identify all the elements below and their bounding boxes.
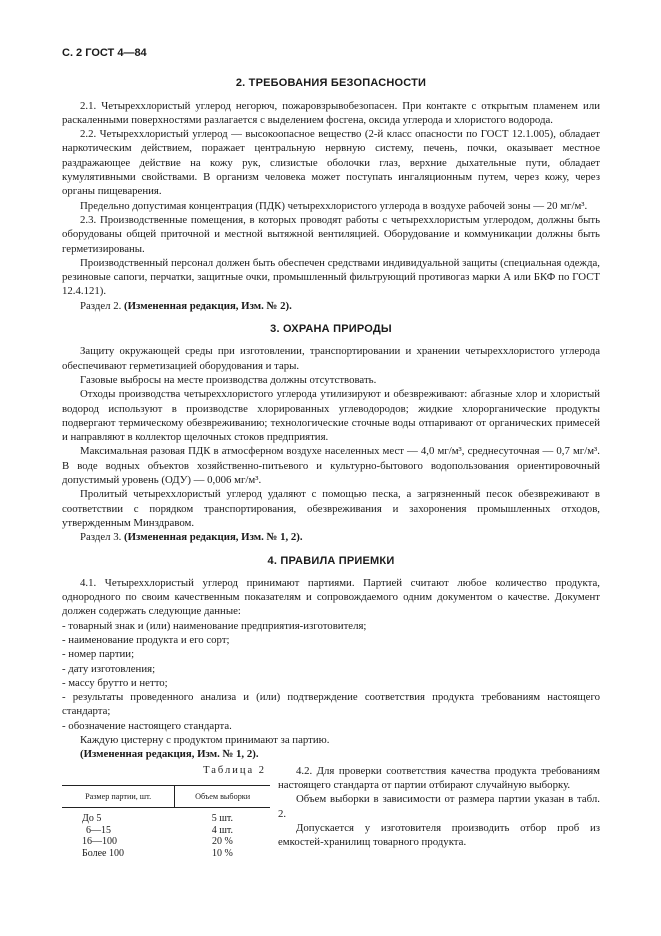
paragraph: Пролитый четыреххлористый углерод удаляют с помощью песка, а загрязненный песок обезвреживают в соответствии с порядком транспортирования, обезвреживания и захоронения промышленных отходов, утвержденным Минздравом. [62, 488, 600, 529]
table-and-text [62, 764, 600, 860]
paragraph: 2.2. Четыреххлористый углерод — высокоопасное вещество (2-й класс опасности по ГОСТ 12.1.005), обладает наркотическим действием, поражает центральную нервную систему, печень, почки, оказывает местное раздражающее действие на кожу рук, слизистые оболочки глаз, верхние дыхательные пути, обладает кумулятивными свойствами. В организм человека может поступать ингаляционным путем, через кожу, через органы пищеварения. [62, 128, 600, 198]
table-cell: 20 % [211, 836, 233, 848]
paragraph: 4.2. Для проверки соответствия качества продукта требованиям настоящего стандарта от партии отбирают случайную выборку. [278, 764, 600, 791]
right-column-text [278, 764, 600, 860]
list-item: - результаты проведенного анализа и (или) подтверждение соответствия продукта требованиям настоящего стандарта; [62, 691, 600, 718]
table-cell: 5 шт. [211, 813, 234, 825]
table-cell: 10 % [211, 847, 233, 859]
paragraph: Отходы производства четыреххлористого углерода утилизируют и обезвреживают: абгазные хлор и хлористый водород используют в производстве хлорированных углеводородов; жидкие хлорорганические продукты подвергают термическому обезвреживанию; технологические сточные воды отпаривают от органических примесей и направляют в коллектор щелочных стоков предприятия. [62, 388, 600, 444]
section-4-title: 4. ПРАВИЛА ПРИЕМКИ [267, 554, 395, 567]
document-data-list [62, 619, 600, 733]
table-block [62, 764, 270, 860]
amendment-note: (Измененная редакция, Изм. № 1, 2). [80, 748, 259, 761]
document-page [62, 46, 600, 859]
table-row [62, 848, 270, 860]
note-prefix: Раздел 3. [80, 531, 125, 544]
note-bold: (Измененная редакция, Изм. № 1, 2). [124, 531, 303, 544]
paragraph: 2.3. Производственные помещения, в которых проводят работы с четыреххлористым углеродом, должны быть оборудованы общей приточной и местной вытяжной вентиляцией. Оборудование и коммуникации должны быть герметизированы. [62, 213, 600, 255]
table-title: Таблица 2 [203, 764, 266, 776]
list-item: - наименование продукта и его сорт; [62, 633, 230, 646]
table-row [62, 825, 270, 837]
note-bold: (Измененная редакция, Изм. № 2). [124, 299, 292, 312]
sample-size-table [62, 785, 270, 860]
table-row [62, 808, 270, 825]
table-row [62, 836, 270, 848]
paragraph: Допускается у изготовителя производить отбор проб из емкостей-хранилищ товарного продукта. [278, 821, 600, 849]
list-item: - обозначение настоящего стандарта. [62, 719, 232, 732]
page-header: С. 2 ГОСТ 4—84 [62, 47, 147, 59]
list-item: - товарный знак и (или) наименование предприятия-изготовителя; [62, 619, 367, 632]
amendment-note [62, 530, 600, 544]
table-cell: 4 шт. [211, 824, 234, 836]
table-header: Размер партии, шт. [62, 785, 175, 808]
paragraph: Предельно допустимая концентрация (ПДК) четыреххлористого углерода в воздухе рабочей зоны — 20 мг/м³. [80, 199, 588, 212]
paragraph: Производственный персонал должен быть обеспечен средствами индивидуальной защиты (специальная одежда, резиновые сапоги, перчатки, защитные очки, промышленный фильтрующий противогаз марки А или БКФ по ГОСТ 12.4.121). [62, 256, 600, 298]
table-header: Объем выборки [175, 785, 270, 808]
section-2-title: 2. ТРЕБОВАНИЯ БЕЗОПАСНОСТИ [235, 77, 427, 90]
table-cell: Более 100 [82, 847, 124, 859]
table-cell: 16—100 [82, 836, 117, 848]
note-prefix: Раздел 2. [80, 299, 125, 312]
paragraph: 4.1. Четыреххлористый углерод принимают партиями. Партией считают любое количество продукта, однородного по своим качественным показателям и сопровождаемого одним документом о качестве. Документ должен содержать следующие данные: [62, 576, 600, 618]
list-item: - массу брутто и нетто; [62, 676, 168, 689]
paragraph: Объем выборки в зависимости от размера партии указан в табл. 2. [278, 793, 600, 820]
list-item: - номер партии; [62, 648, 135, 661]
paragraph: Максимальная разовая ПДК в атмосферном воздухе населенных мест — 4,0 мг/м³, среднесуточная — 0,7 мг/м³. В воде водных объектов хозяйственно-питьевого и культурно-бытового водопользования ориентировочный допустимый уровень (ОДУ) — 0,006 мг/м³. [62, 445, 600, 487]
table-cell: 6—15 [86, 824, 111, 836]
amendment-note [62, 299, 600, 313]
table-cell: До 5 [82, 813, 102, 825]
list-item: - дату изготовления; [62, 662, 156, 675]
paragraph: Защиту окружающей среды при изготовлении, транспортировании и хранении четыреххлористого углерода обеспечивают герметизацией оборудования и тары. [62, 345, 600, 372]
section-3-title: 3. ОХРАНА ПРИРОДЫ [270, 323, 392, 336]
paragraph: 2.1. Четыреххлористый углерод негорюч, пожаровзрывобезопасен. При контакте с открытым пламенем или раскаленными поверхностями разлагается с выделением фосгена, оксида углерода и хлористого водорода. [62, 99, 600, 126]
paragraph: Газовые выбросы на месте производства должны отсутствовать. [80, 373, 377, 386]
paragraph: Каждую цистерну с продуктом принимают за партию. [80, 734, 330, 747]
